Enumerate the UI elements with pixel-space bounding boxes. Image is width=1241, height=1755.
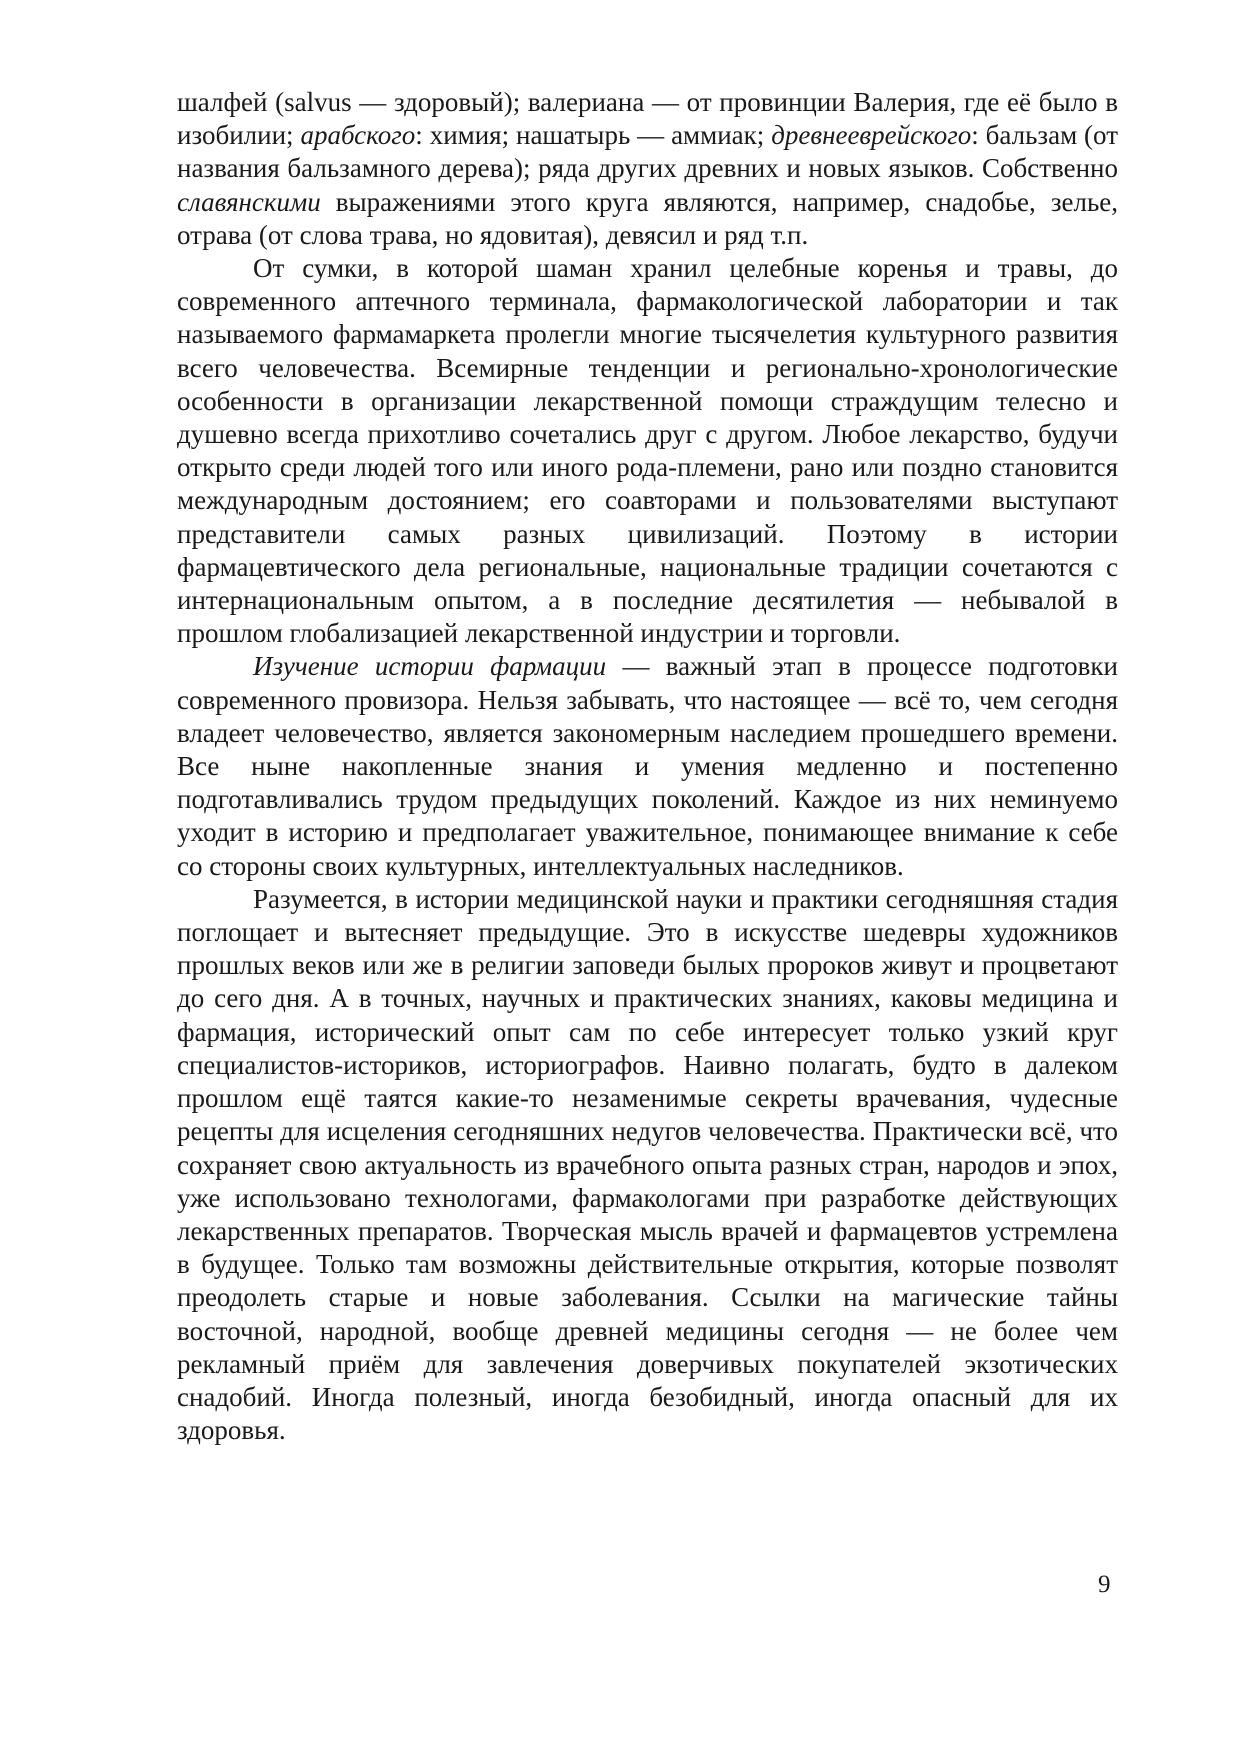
page-body [177,86,1118,1447]
italic-segment: древнееврейского [771,120,972,151]
text-segment: : бальзам (от названия бальзамного дерева); ряда других древних и новых языков. Собственно [177,120,1118,184]
text-segment: : химия; нашатырь — аммиак; [415,120,772,151]
italic-segment: славянскими [177,186,321,217]
text-segment: шалфей (salvus — здоровый); валериана — от провинции Валерия, где её было в изобилии; [177,87,1118,151]
text-segment: — важный этап в процессе подготовки современного провизора. Нельзя забывать, что настоящее — всё то, чем сегодня владеет человечество, является закономерным наследием прошедшего времени. Все ныне накопленные знания и умения медленно и постепенно подготавливались трудом предыдущих поколений. Каждое из них неминуемо уходит в историю и предполагает уважительное, понимающее внимание к себе со стороны своих культурных, интеллектуальных наследников. [177,651,1118,881]
text-segment: Разумеется, в истории медицинской науки и практики сегодняшняя стадия поглощает и вытесняет предыдущие. Это в искусстве шедевры художников прошлых веков или же в религии заповеди былых пророков живут и процветают до сего дня. А в точных, научных и практических знаниях, каковы медицина и фармация, исторический опыт сам по себе интересует только узкий круг специалистов-историков, историографов. Наивно полагать, будто в далеком прошлом ещё таятся какие-то незаменимые секреты врачевания, чудесные рецепты для исцеления сегодняшних недугов человечества. Практически всё, что сохраняет свою актуальность из врачебного опыта разных стран, народов и эпох, уже использовано технологами, фармакологами при разработке действующих лекарственных препаратов. Творческая мысль врачей и фармацевтов устремлена в будущее. Только там возможны действительные открытия, которые позволят преодолеть старые и новые заболевания. Ссылки на магические тайны восточной, народной, вообще древней медицины сегодня — не более чем рекламный приём для завлечения доверчивых покупателей экзотических снадобий. Иногда полезный, иногда безобидный, иногда опасный для их здоровья. [177,883,1118,1446]
paragraph-4 [177,883,1118,1447]
italic-segment: Изучение истории фармации [253,651,607,682]
paragraph-2 [177,252,1118,650]
paragraph-1 [177,86,1118,252]
italic-segment: арабского [300,120,416,151]
paragraph-3 [177,650,1118,882]
page-number: 9 [1098,1571,1111,1598]
text-segment: От сумки, в которой шаман хранил целебные коренья и травы, до современного аптечного терминала, фармакологической лаборатории и так называемого фармамаркета пролегли многие тысячелетия культурного развития всего человечества. Всемирные тенденции и регионально-хронологические особенности в организации лекарственной помощи страждущим телесно и душевно всегда прихотливо сочетались друг с другом. Любое лекарство, будучи открыто среди людей того или иного рода-племени, рано или поздно становится международным достоянием; его соавторами и пользователями выступают представители самых разных цивилизаций. Поэтому в истории фармацевтического дела региональные, национальные традиции сочетаются с интернациональным опытом, а в последние десятилетия — небывалой в прошлом глобализацией лекарственной индустрии и торговли. [177,253,1118,649]
text-segment: выражениями этого круга являются, например, снадобье, зелье, отрава (от слова трава, но ядовитая), девясил и ряд т.п. [177,186,1118,250]
